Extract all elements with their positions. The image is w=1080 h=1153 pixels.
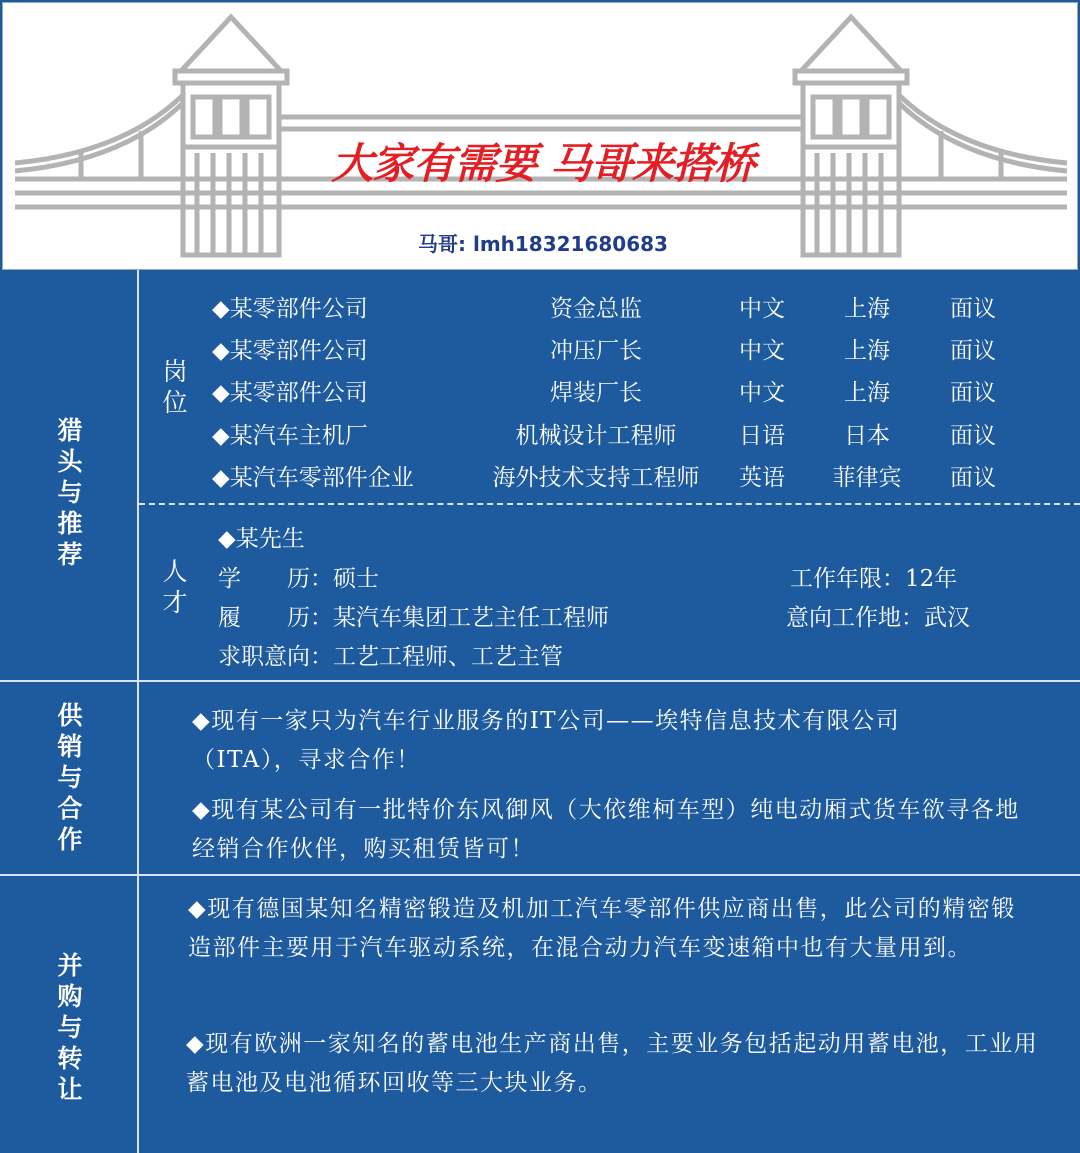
- job-location: 上海: [844, 296, 890, 322]
- job-company: ◆某零部件公司: [212, 296, 368, 322]
- job-language: 中文: [739, 296, 785, 322]
- info-table: [0, 270, 1080, 1153]
- row-divider: [0, 680, 1080, 682]
- job-row: [212, 332, 1072, 374]
- job-language: 英语: [739, 465, 785, 491]
- contact-info: 马哥: lmh18321680683: [418, 232, 668, 256]
- column-divider: [137, 270, 139, 1153]
- job-title: 资金总监: [550, 296, 642, 322]
- sub-label-talent: 人 才: [162, 557, 188, 617]
- section-label-headhunting: 猎 头 与 推 荐: [57, 416, 83, 569]
- job-company: ◆某汽车零部件企业: [212, 465, 414, 491]
- job-company: ◆某零部件公司: [212, 338, 368, 364]
- banner-slogan: 大家有需要 马哥来搭桥: [331, 139, 755, 188]
- job-company: ◆某汽车主机厂: [212, 423, 368, 449]
- job-location: 菲律宾: [832, 465, 902, 491]
- banner: [2, 2, 1078, 270]
- job-salary: 面议: [950, 380, 996, 406]
- supply-item: ◆现有某公司有一批特价东风御风（大依维柯车型）纯电动厢式货车欲寻各地经销合作伙伴，购买租赁皆可！: [192, 797, 1020, 862]
- section-label-supply: 供 销 与 合 作: [57, 701, 83, 854]
- job-row: [212, 374, 1072, 416]
- job-salary: 面议: [950, 296, 996, 322]
- talent-years: 工作年限：12年: [790, 566, 958, 592]
- merger-item: ◆现有欧洲一家知名的蓄电池生产商出售，主要业务包括起动用蓄电池，工业用蓄电池及电池循环回收等三大块业务。: [186, 1031, 1039, 1096]
- job-title: 海外技术支持工程师: [492, 465, 700, 491]
- job-row: [212, 417, 1072, 459]
- talent-intent: 求职意向：工艺工程师、工艺主管: [218, 644, 563, 670]
- job-language: 中文: [739, 338, 785, 364]
- supply-item: ◆现有一家只为汽车行业服务的IT公司——埃特信息技术有限公司（ITA），寻求合作！: [192, 708, 901, 773]
- row-divider: [0, 874, 1080, 876]
- talent-experience: 履 历：某汽车集团工艺主任工程师: [218, 605, 609, 631]
- job-salary: 面议: [950, 465, 996, 491]
- job-location: 日本: [844, 423, 890, 449]
- talent-education: 学 历：硕士: [218, 566, 379, 592]
- job-location: 上海: [844, 338, 890, 364]
- dashed-divider: [139, 503, 1080, 505]
- job-location: 上海: [844, 380, 890, 406]
- job-company: ◆某零部件公司: [212, 380, 368, 406]
- job-row: [212, 290, 1072, 332]
- job-salary: 面议: [950, 423, 996, 449]
- job-title: 冲压厂长: [550, 338, 642, 364]
- job-title: 焊装厂长: [550, 380, 642, 406]
- job-row: [212, 459, 1072, 501]
- job-language: 日语: [739, 423, 785, 449]
- talent-name: ◆某先生: [218, 526, 305, 552]
- job-salary: 面议: [950, 338, 996, 364]
- sub-label-positions: 岗 位: [162, 357, 188, 417]
- talent-location: 意向工作地：武汉: [786, 605, 970, 631]
- job-title: 机械设计工程师: [515, 423, 677, 449]
- merger-item: ◆现有德国某知名精密锻造及机加工汽车零部件供应商出售，此公司的精密锻造部件主要用于汽车驱动系统，在混合动力汽车变速箱中也有大量用到。: [188, 896, 1016, 961]
- job-language: 中文: [739, 380, 785, 406]
- section-label-merger: 并 购 与 转 让: [57, 951, 83, 1104]
